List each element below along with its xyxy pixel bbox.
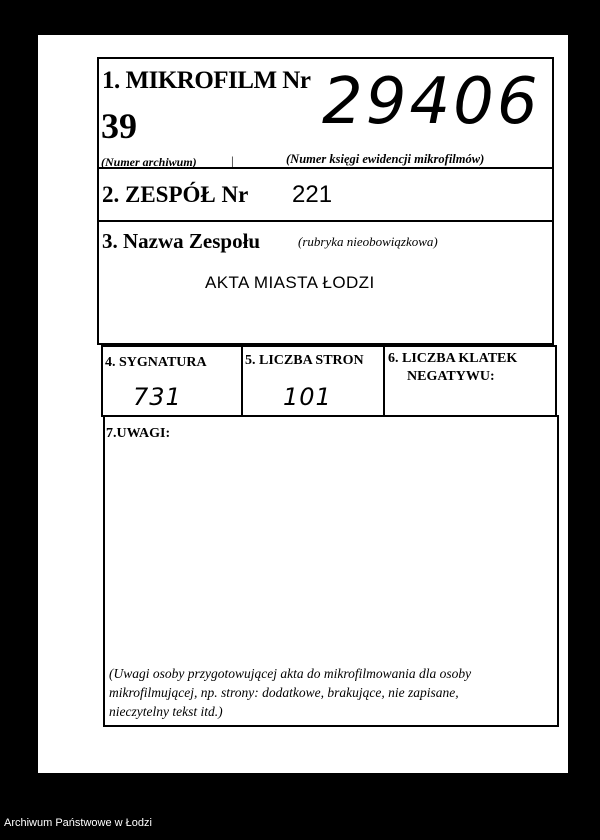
negatywu-title: NEGATYWU: — [407, 369, 495, 384]
liczba-stron-value: 101 — [283, 383, 332, 411]
uwagi-note-line1: (Uwagi osoby przygotowującej akta do mikrofilmowania dla osoby — [109, 666, 472, 681]
archive-number-label: (Numer archiwum) — [101, 155, 197, 169]
nazwa-zespolu-title: 3. Nazwa Zespołu — [102, 229, 261, 253]
liczba-stron-title: 5. LICZBA STRON — [245, 353, 364, 368]
sygnatura-value: 731 — [133, 383, 182, 411]
label-tick: | — [231, 153, 234, 168]
sygnatura-title: 4. SYGNATURA — [105, 355, 207, 370]
liczba-klatek-title: 6. LICZBA KLATEK — [388, 351, 518, 366]
divider-2-3 — [97, 220, 554, 222]
mikrofilm-title: 1. MIKROFILM Nr — [102, 67, 311, 94]
uwagi-title: 7.UWAGI: — [106, 426, 171, 441]
archive-number: 39 — [101, 106, 137, 146]
zespol-title: 2. ZESPÓŁ Nr — [102, 182, 249, 207]
nazwa-zespolu-value: AKTA MIASTA ŁODZI — [205, 273, 375, 292]
divider-4-5 — [241, 345, 243, 417]
mikrofilm-number-label: (Numer księgi ewidencji mikrofilmów) — [286, 152, 485, 166]
archive-footer: Archiwum Państwowe w Łodzi — [4, 817, 152, 829]
mikrofilm-number-handwritten: 29406 — [322, 65, 541, 139]
zespol-number: 221 — [292, 181, 333, 208]
divider-5-6 — [383, 345, 385, 417]
microfilm-card — [38, 35, 568, 773]
nazwa-zespolu-note: (rubryka nieobowiązkowa) — [298, 234, 438, 249]
uwagi-note-line3: nieczytelny tekst itd.) — [109, 704, 223, 719]
uwagi-note-line2: mikrofilmującej, np. strony: dodatkowe, brakujące, nie zapisane, — [109, 685, 459, 700]
